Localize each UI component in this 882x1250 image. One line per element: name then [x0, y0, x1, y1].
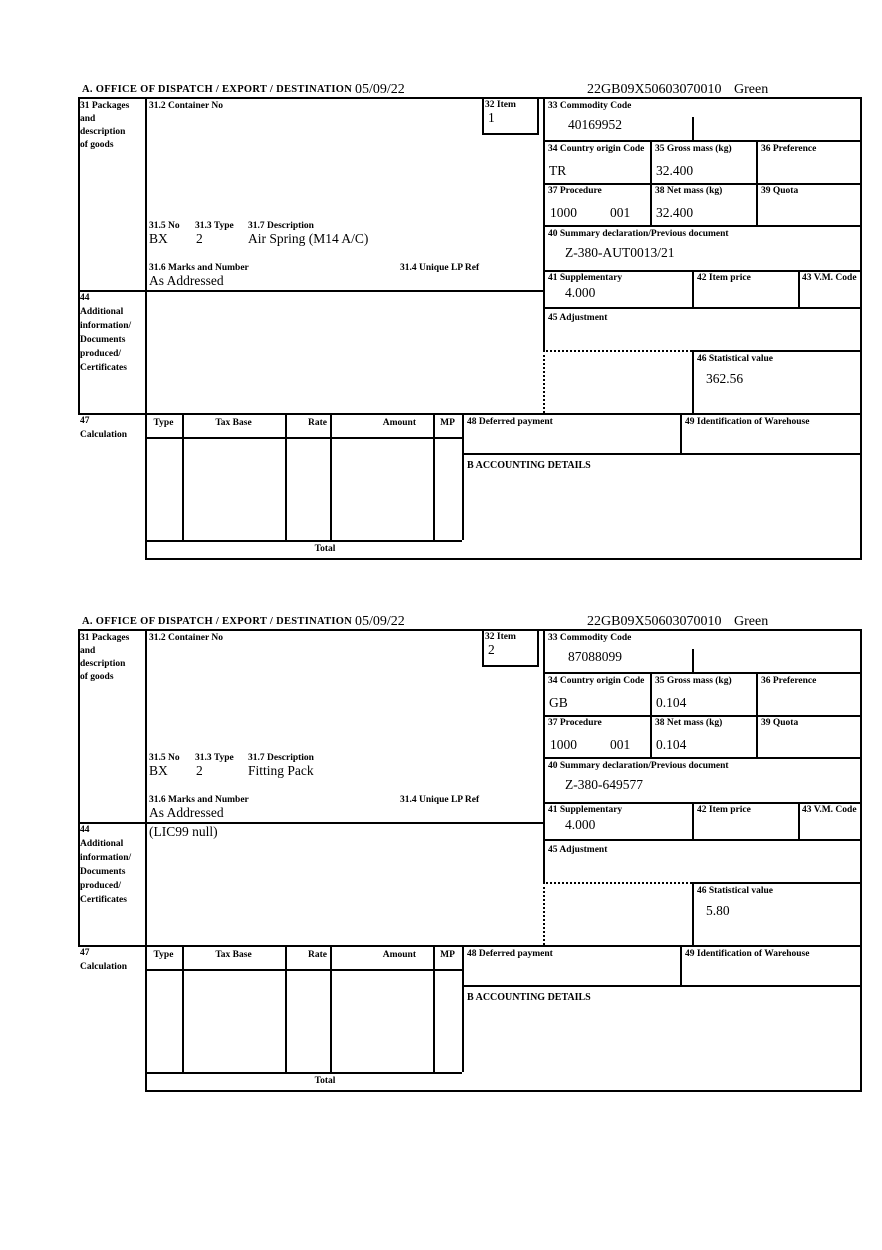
box31-label-line: description: [80, 127, 126, 137]
accounting-details-label: B ACCOUNTING DETAILS: [467, 460, 591, 471]
calc-col-amount: Amount: [382, 950, 416, 960]
country-origin-label: 34 Country origin Code: [548, 676, 645, 686]
entry-number: 22GB09X50603070010: [587, 614, 722, 629]
divider: [692, 802, 694, 839]
supplementary-label: 41 Supplementary: [548, 273, 623, 283]
commodity-code-value: 40169952: [568, 117, 622, 132]
calc-col-rate: Rate: [308, 950, 327, 960]
dotted-divider: [543, 350, 692, 352]
divider: [543, 715, 862, 717]
divider: [462, 945, 464, 1072]
box44-label-line: produced/: [80, 349, 122, 359]
preference-label: 36 Preference: [761, 676, 817, 686]
item-price-label: 42 Item price: [697, 273, 751, 283]
box44-label-line: Documents: [80, 867, 126, 877]
divider: [543, 270, 862, 272]
divider: [462, 413, 464, 540]
calc-col-rate: Rate: [308, 418, 327, 428]
calc-col-mp: MP: [440, 418, 455, 428]
procedure-value-2: 001: [610, 205, 631, 220]
no-315-label: 31.5 No: [149, 753, 180, 763]
box31-label-line: description: [80, 659, 126, 669]
lp-ref-314-label: 31.4 Unique LP Ref: [400, 263, 480, 273]
customs-form-item-2: [78, 614, 862, 1092]
calc-col-mp: MP: [440, 950, 455, 960]
container-no-label: 31.2 Container No: [149, 633, 223, 643]
box47-label-line: Calculation: [80, 962, 127, 972]
deferred-payment-label: 48 Deferred payment: [467, 417, 553, 427]
goods-description-value: Air Spring (M14 A/C): [248, 231, 369, 246]
warehouse-id-label: 49 Identification of Warehouse: [685, 417, 810, 427]
divider: [145, 1090, 862, 1092]
box31-label-line: 31 Packages: [80, 633, 130, 643]
vm-code-label: 43 V.M. Code: [802, 273, 857, 283]
procedure-value: 1000: [550, 205, 577, 220]
preference-label: 36 Preference: [761, 144, 817, 154]
additional-info-value: (LIC99 null): [149, 824, 218, 839]
previous-document-value: Z-380-649577: [565, 777, 643, 792]
item-label: 32 Item: [485, 632, 516, 642]
divider: [182, 413, 184, 540]
divider: [145, 969, 462, 971]
box31-label-line: of goods: [80, 140, 114, 150]
divider: [543, 802, 862, 804]
divider: [680, 413, 682, 455]
no-315-label: 31.5 No: [149, 221, 180, 231]
divider: [145, 540, 462, 542]
divider: [78, 822, 543, 824]
box44-label-line: information/: [80, 321, 132, 331]
statistical-value-label: 46 Statistical value: [697, 886, 773, 896]
office-of-dispatch-label: A. OFFICE OF DISPATCH / EXPORT / DESTINATION: [82, 616, 353, 627]
type-313-label: 31.3 Type: [195, 753, 234, 763]
right-border: [860, 97, 862, 558]
net-mass-label: 38 Net mass (kg): [655, 186, 723, 196]
adjustment-label: 45 Adjustment: [548, 845, 608, 855]
divider: [78, 945, 862, 947]
box47-label-line: 47: [80, 416, 90, 426]
warehouse-id-label: 49 Identification of Warehouse: [685, 949, 810, 959]
divider: [78, 290, 543, 292]
divider: [543, 629, 545, 882]
marks-316-label: 31.6 Marks and Number: [149, 795, 249, 805]
divider: [145, 437, 462, 439]
gross-mass-value: 0.104: [656, 695, 687, 710]
box47-label-line: 47: [80, 948, 90, 958]
dotted-divider: [543, 882, 692, 884]
box31-label-line: 31 Packages: [80, 101, 130, 111]
calc-col-amount: Amount: [382, 418, 416, 428]
procedure-value: 1000: [550, 737, 577, 752]
statistical-value-label: 46 Statistical value: [697, 354, 773, 364]
divider: [145, 1072, 462, 1074]
item-box-bottom: [482, 133, 539, 135]
summary-declaration-label: 40 Summary declaration/Previous document: [548, 761, 729, 771]
divider: [285, 413, 287, 540]
net-mass-value: 32.400: [656, 205, 694, 220]
item-box-bottom: [482, 665, 539, 667]
divider: [145, 97, 147, 558]
divider: [692, 882, 694, 945]
divider: [692, 350, 694, 413]
divider: [78, 97, 862, 99]
accounting-details-label: B ACCOUNTING DETAILS: [467, 992, 591, 1003]
supplementary-value: 4.000: [565, 817, 596, 832]
divider: [692, 350, 862, 352]
divider: [543, 183, 862, 185]
commodity-code-separator: [692, 117, 694, 140]
divider: [756, 140, 758, 225]
divider: [650, 140, 652, 225]
divider: [543, 307, 862, 309]
quota-label: 39 Quota: [761, 718, 799, 728]
summary-declaration-label: 40 Summary declaration/Previous document: [548, 229, 729, 239]
lp-ref-314-label: 31.4 Unique LP Ref: [400, 795, 480, 805]
marks-316-label: 31.6 Marks and Number: [149, 263, 249, 273]
divider: [543, 225, 862, 227]
divider: [182, 945, 184, 1072]
divider: [145, 558, 862, 560]
divider: [330, 945, 332, 1072]
box44-label-line: Additional: [80, 839, 124, 849]
divider: [543, 757, 862, 759]
dotted-divider: [543, 882, 545, 945]
statistical-value: 5.80: [706, 903, 730, 918]
divider: [145, 629, 147, 1090]
divider: [462, 985, 862, 987]
declaration-date: 05/09/22: [355, 82, 405, 97]
divider: [692, 270, 694, 307]
entry-number: 22GB09X50603070010: [587, 82, 722, 97]
divider: [285, 945, 287, 1072]
quota-label: 39 Quota: [761, 186, 799, 196]
supplementary-label: 41 Supplementary: [548, 805, 623, 815]
country-origin-value: TR: [549, 163, 567, 178]
package-no-value: BX: [149, 231, 168, 246]
commodity-code-label: 33 Commodity Code: [548, 633, 632, 643]
divider: [798, 270, 800, 307]
box44-label-line: produced/: [80, 881, 122, 891]
box31-label-line: and: [80, 114, 96, 124]
item-box-right: [537, 97, 539, 135]
divider: [330, 413, 332, 540]
box31-label-line: of goods: [80, 672, 114, 682]
customs-form-item-1: [78, 82, 862, 560]
package-type-value: 2: [196, 763, 203, 778]
box31-label-line: and: [80, 646, 96, 656]
commodity-code-separator: [692, 649, 694, 672]
gross-mass-value: 32.400: [656, 163, 694, 178]
divider: [78, 629, 862, 631]
declaration-date: 05/09/22: [355, 614, 405, 629]
commodity-code-label: 33 Commodity Code: [548, 101, 632, 111]
item-box-left: [482, 97, 484, 135]
adjustment-label: 45 Adjustment: [548, 313, 608, 323]
box44-label-line: Additional: [80, 307, 124, 317]
procedure-value-2: 001: [610, 737, 631, 752]
description-317-label: 31.7 Description: [248, 753, 314, 763]
total-label: Total: [314, 1076, 336, 1086]
divider: [543, 672, 862, 674]
divider: [433, 413, 435, 540]
country-origin-label: 34 Country origin Code: [548, 144, 645, 154]
marks-value: As Addressed: [149, 805, 224, 820]
calc-col-taxbase: Tax Base: [215, 418, 252, 428]
box44-label-line: Certificates: [80, 895, 127, 905]
divider: [692, 882, 862, 884]
type-313-label: 31.3 Type: [195, 221, 234, 231]
deferred-payment-label: 48 Deferred payment: [467, 949, 553, 959]
gross-mass-label: 35 Gross mass (kg): [655, 144, 732, 154]
package-no-value: BX: [149, 763, 168, 778]
box44-label-line: 44: [80, 825, 90, 835]
previous-document-value: Z-380-AUT0013/21: [565, 245, 675, 260]
divider: [680, 945, 682, 987]
box47-label-line: Calculation: [80, 430, 127, 440]
calc-col-type: Type: [153, 418, 174, 428]
goods-description-value: Fitting Pack: [248, 763, 314, 778]
procedure-label: 37 Procedure: [548, 186, 602, 196]
item-number: 1: [488, 110, 495, 125]
divider: [543, 140, 862, 142]
dotted-divider: [543, 350, 545, 413]
commodity-code-value: 87088099: [568, 649, 622, 664]
item-price-label: 42 Item price: [697, 805, 751, 815]
total-label: Total: [314, 544, 336, 554]
calc-col-type: Type: [153, 950, 174, 960]
divider: [543, 97, 545, 350]
marks-value: As Addressed: [149, 273, 224, 288]
container-no-label: 31.2 Container No: [149, 101, 223, 111]
office-of-dispatch-label: A. OFFICE OF DISPATCH / EXPORT / DESTINATION: [82, 84, 353, 95]
divider: [798, 802, 800, 839]
vm-code-label: 43 V.M. Code: [802, 805, 857, 815]
gross-mass-label: 35 Gross mass (kg): [655, 676, 732, 686]
box44-label-line: Documents: [80, 335, 126, 345]
net-mass-value: 0.104: [656, 737, 687, 752]
net-mass-label: 38 Net mass (kg): [655, 718, 723, 728]
divider: [650, 672, 652, 757]
item-box-left: [482, 629, 484, 667]
box44-label-line: information/: [80, 853, 132, 863]
divider: [78, 413, 862, 415]
box44-label-line: Certificates: [80, 363, 127, 373]
description-317-label: 31.7 Description: [248, 221, 314, 231]
item-number: 2: [488, 642, 495, 657]
routing-status: Green: [734, 614, 769, 629]
right-border: [860, 629, 862, 1090]
calc-col-taxbase: Tax Base: [215, 950, 252, 960]
divider: [543, 839, 862, 841]
statistical-value: 362.56: [706, 371, 744, 386]
box44-label-line: 44: [80, 293, 90, 303]
divider: [462, 453, 862, 455]
item-box-right: [537, 629, 539, 667]
package-type-value: 2: [196, 231, 203, 246]
routing-status: Green: [734, 82, 769, 97]
divider: [433, 945, 435, 1072]
supplementary-value: 4.000: [565, 285, 596, 300]
item-label: 32 Item: [485, 100, 516, 110]
divider: [756, 672, 758, 757]
procedure-label: 37 Procedure: [548, 718, 602, 728]
country-origin-value: GB: [549, 695, 568, 710]
